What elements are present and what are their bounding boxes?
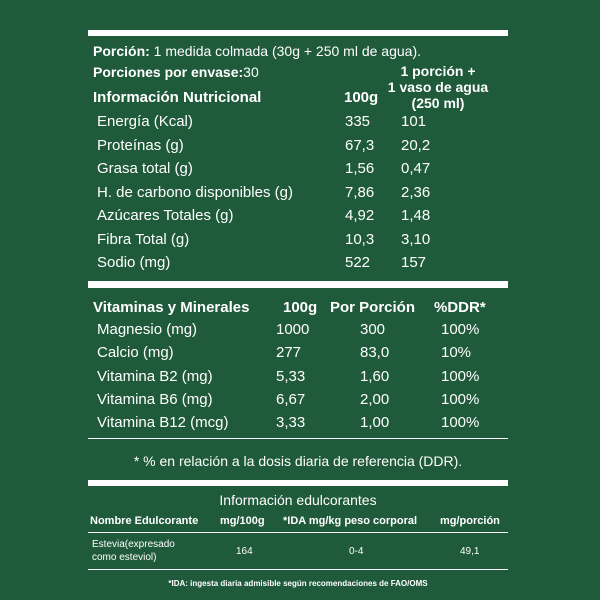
portion-label: Porción: <box>93 43 150 59</box>
sweetener-name-line2: como esteviol) <box>92 552 157 563</box>
vitamins-100g-header: 100g <box>283 299 318 316</box>
col-100g-header: 100g <box>344 89 379 106</box>
ida-footnote: *IDA: ingesta diaria admisible según recomendaciones de FAO/OMS <box>168 579 428 588</box>
vitamins-title: Vitaminas y Minerales <box>93 299 250 316</box>
vitamin-row-portion: 2,00 <box>360 391 390 408</box>
ddr-note: * % en relación a la dosis diaria de referencia (DDR). <box>133 453 463 469</box>
nutrition-row-portion: 20,2 <box>401 137 431 154</box>
nutrition-row-label: Sodio (mg) <box>97 254 171 271</box>
nutrition-row-100g: 10,3 <box>345 231 375 248</box>
nutrition-row-portion: 2,36 <box>401 184 431 201</box>
vitamin-row-100g: 6,67 <box>276 391 306 408</box>
nutrition-row-100g: 67,3 <box>345 137 375 154</box>
vitamin-row-portion: 300 <box>360 321 386 338</box>
vitamin-row-100g: 277 <box>276 344 302 361</box>
portion-text: 1 medida colmada (30g + 250 ml de agua). <box>149 43 422 59</box>
nutrition-row-portion: 157 <box>401 254 427 271</box>
nutrition-title: Información Nutricional <box>93 89 262 106</box>
nutrition-row-label: Energía (Kcal) <box>97 113 193 130</box>
sweeteners-col-ida: *IDA mg/kg peso corporal <box>283 515 418 527</box>
sweetener-name-line1: Estevia(expresado <box>92 539 175 550</box>
sweetener-ida: 0-4 <box>349 546 364 557</box>
portion-col-header-2: 1 vaso de agua <box>387 79 489 95</box>
vitamin-row-label: Calcio (mg) <box>97 344 174 361</box>
nutrition-row-label: Azúcares Totales (g) <box>97 207 234 224</box>
vitamin-row-portion: 1,60 <box>360 368 390 385</box>
nutrition-row-100g: 7,86 <box>345 184 375 201</box>
nutrition-row-100g: 1,56 <box>345 160 375 177</box>
nutrition-row-portion: 3,10 <box>401 231 431 248</box>
nutrition-row-label: Proteínas (g) <box>97 137 184 154</box>
vitamin-row-100g: 3,33 <box>276 414 306 431</box>
vitamins-portion-header: Por Porción <box>330 299 416 316</box>
sweeteners-row-rule <box>88 569 508 570</box>
vitamin-row-label: Magnesio (mg) <box>97 321 198 338</box>
vitamin-row-100g: 5,33 <box>276 368 306 385</box>
servings-line <box>93 65 259 79</box>
portion-col-header-3: (250 ml) <box>411 95 465 111</box>
sweeteners-col-name: Nombre Edulcorante <box>90 515 199 527</box>
nutrition-row-label: H. de carbono disponibles (g) <box>97 184 293 201</box>
nutrition-row-portion: 0,47 <box>401 160 431 177</box>
nutrition-row-portion: 101 <box>401 113 427 130</box>
portion-line <box>93 44 421 58</box>
vitamin-row-ddr: 100% <box>441 391 480 408</box>
vitamin-row-ddr: 10% <box>441 344 472 361</box>
vitamin-row-label: Vitamina B6 (mg) <box>97 391 213 408</box>
sweeteners-title: Información edulcorantes <box>219 492 377 508</box>
top-rule <box>88 30 508 36</box>
nutrition-row-100g: 522 <box>345 254 371 271</box>
vitamin-row-ddr: 100% <box>441 368 480 385</box>
vitamins-bottom-rule <box>88 438 508 439</box>
sweetener-mg100: 164 <box>236 546 253 557</box>
servings-label: Porciones por envase: <box>93 64 244 80</box>
sweetener-mgportion: 49,1 <box>460 546 480 557</box>
vitamin-row-label: Vitamina B2 (mg) <box>97 368 213 385</box>
sweeteners-header-rule <box>88 532 508 533</box>
vitamin-row-ddr: 100% <box>441 321 480 338</box>
portion-col-header-1: 1 porción + <box>400 63 476 79</box>
servings-value: 30 <box>243 64 259 80</box>
vitamins-ddr-header: %DDR* <box>434 299 486 316</box>
vitamin-row-label: Vitamina B12 (mcg) <box>97 414 229 431</box>
vitamin-row-portion: 1,00 <box>360 414 390 431</box>
nutrition-row-100g: 4,92 <box>345 207 375 224</box>
nutrition-row-label: Grasa total (g) <box>97 160 193 177</box>
vitamin-row-portion: 83,0 <box>360 344 390 361</box>
nutrition-bottom-rule <box>88 281 508 288</box>
nutrition-row-label: Fibra Total (g) <box>97 231 190 248</box>
sweeteners-top-rule <box>88 480 508 486</box>
nutrition-row-100g: 335 <box>345 113 371 130</box>
nutrition-row-portion: 1,48 <box>401 207 431 224</box>
sweeteners-col-mg100: mg/100g <box>220 515 265 527</box>
sweeteners-col-mgportion: mg/porción <box>440 515 500 527</box>
vitamin-row-ddr: 100% <box>441 414 480 431</box>
vitamin-row-100g: 1000 <box>276 321 310 338</box>
